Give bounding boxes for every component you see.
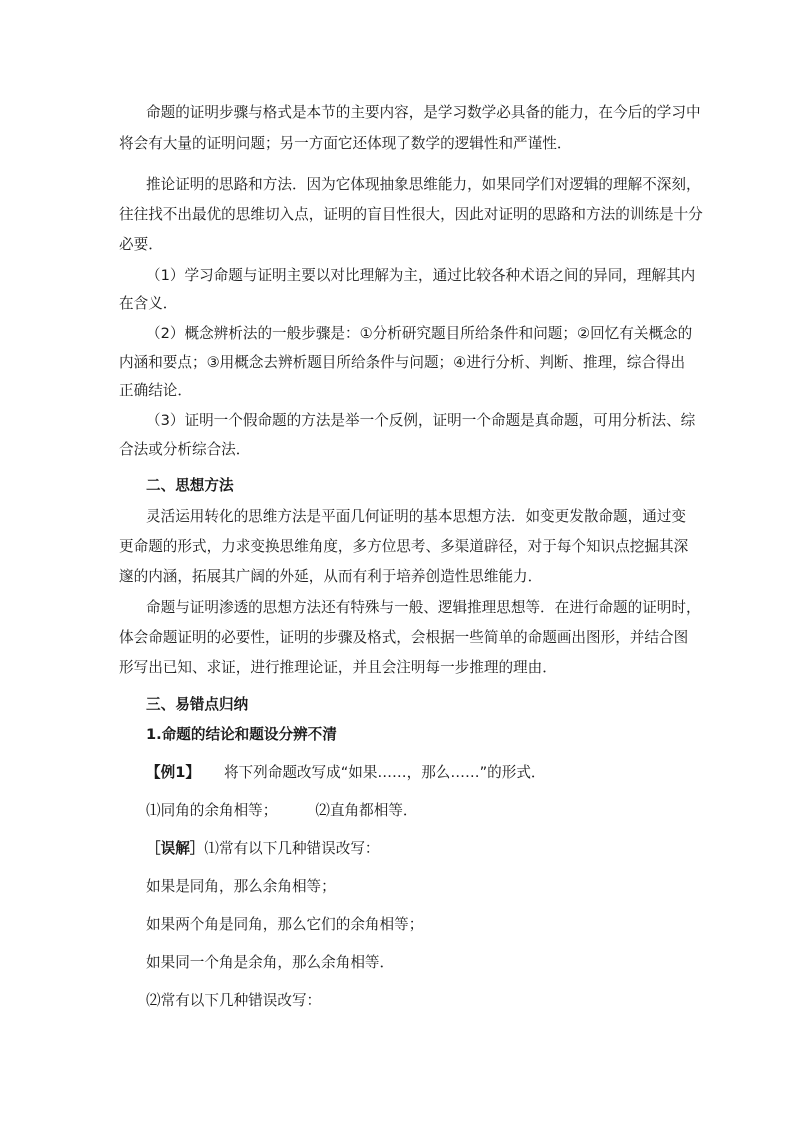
item-3-line-1: （3）证明一个假命题的方法是举一个反例，证明一个命题是真命题，可用分析法、综 bbox=[146, 412, 696, 429]
section-2-p1-line-1: 灵活运用转化的思维方法是平面几何证明的基本思想方法．如变更发散命题，通过变 bbox=[146, 508, 686, 525]
misconception-text: ⑴常有以下几种错误改写： bbox=[204, 840, 380, 857]
intro-p2-line-2: 往往找不出最优的思维切入点，证明的盲目性很大，因此对证明的思路和方法的训练是十分 bbox=[119, 206, 703, 223]
example-1 bbox=[146, 763, 546, 783]
intro-p1-line-2: 将会有大量的证明问题；另一方面它还体现了数学的逻辑性和严谨性． bbox=[119, 135, 572, 152]
example-part-2: ⑵直角都相等． bbox=[315, 802, 418, 819]
misconception bbox=[146, 839, 380, 859]
example-text: 将下列命题改写成“如果……，那么……”的形式． bbox=[223, 764, 546, 781]
misconception-label: ［误解］ bbox=[146, 840, 205, 857]
section-2-p1-line-2: 更命题的形式，力求变换思维角度，多方位思考、多渠道辟径，对于每个知识点挖掘其深 bbox=[119, 538, 689, 555]
intro-p2-line-1: 推论证明的思路和方法．因为它体现抽象思维能力，如果同学们对逻辑的理解不深刻， bbox=[146, 176, 701, 193]
section-2-heading: 二、思想方法 bbox=[146, 477, 234, 494]
example-label: 【例1】 bbox=[146, 764, 200, 781]
item-1-line-2: 在含义． bbox=[119, 295, 178, 312]
part-2-wrong-rewrites: ⑵常有以下几种错误改写： bbox=[146, 992, 322, 1009]
section-3-heading: 三、易错点归纳 bbox=[146, 696, 249, 713]
wrong-rewrite-3: 如果同一个角是余角，那么余角相等． bbox=[146, 954, 395, 971]
wrong-rewrite-2: 如果两个角是同角，那么它们的余角相等； bbox=[146, 916, 424, 933]
section-2-p1-line-3: 邃的内涵，拓展其广阔的外延，从而有利于培养创造性思维能力． bbox=[119, 568, 543, 585]
item-2-line-1: （2）概念辨析法的一般步骤是：①分析研究题目所给条件和问题；②回忆有关概念的 bbox=[146, 325, 693, 342]
intro-p2-line-3: 必要． bbox=[119, 236, 163, 253]
section-3-subheading: 1.命题的结论和题设分辨不清 bbox=[146, 726, 337, 743]
section-2-p2-line-3: 形写出已知、求证，进行推理论证，并且会注明每一步推理的理由． bbox=[119, 659, 557, 676]
item-1-line-1: （1）学习命题与证明主要以对比理解为主，通过比较各种术语之间的异同，理解其内 bbox=[146, 267, 696, 284]
wrong-rewrite-1: 如果是同角，那么余角相等； bbox=[146, 878, 336, 895]
section-2-p2-line-1: 命题与证明渗透的思想方法还有特殊与一般、逻辑推理思想等．在进行命题的证明时， bbox=[146, 599, 701, 616]
intro-p1-line-1: 命题的证明步骤与格式是本节的主要内容，是学习数学必具备的能力，在今后的学习中 bbox=[146, 104, 701, 121]
item-2-line-2: 内涵和要点；③用概念去辨析题目所给条件与问题；④进行分析、判断、推理，综合得出 bbox=[119, 354, 686, 371]
item-2-line-3: 正确结论． bbox=[119, 382, 192, 399]
section-2-p2-line-2: 体会命题证明的必要性，证明的步骤及格式，会根据一些简单的命题画出图形，并结合图 bbox=[119, 629, 689, 646]
example-parts bbox=[146, 801, 418, 821]
item-3-line-2: 合法或分析综合法． bbox=[119, 441, 251, 458]
example-part-1: ⑴同角的余角相等； bbox=[146, 802, 278, 819]
